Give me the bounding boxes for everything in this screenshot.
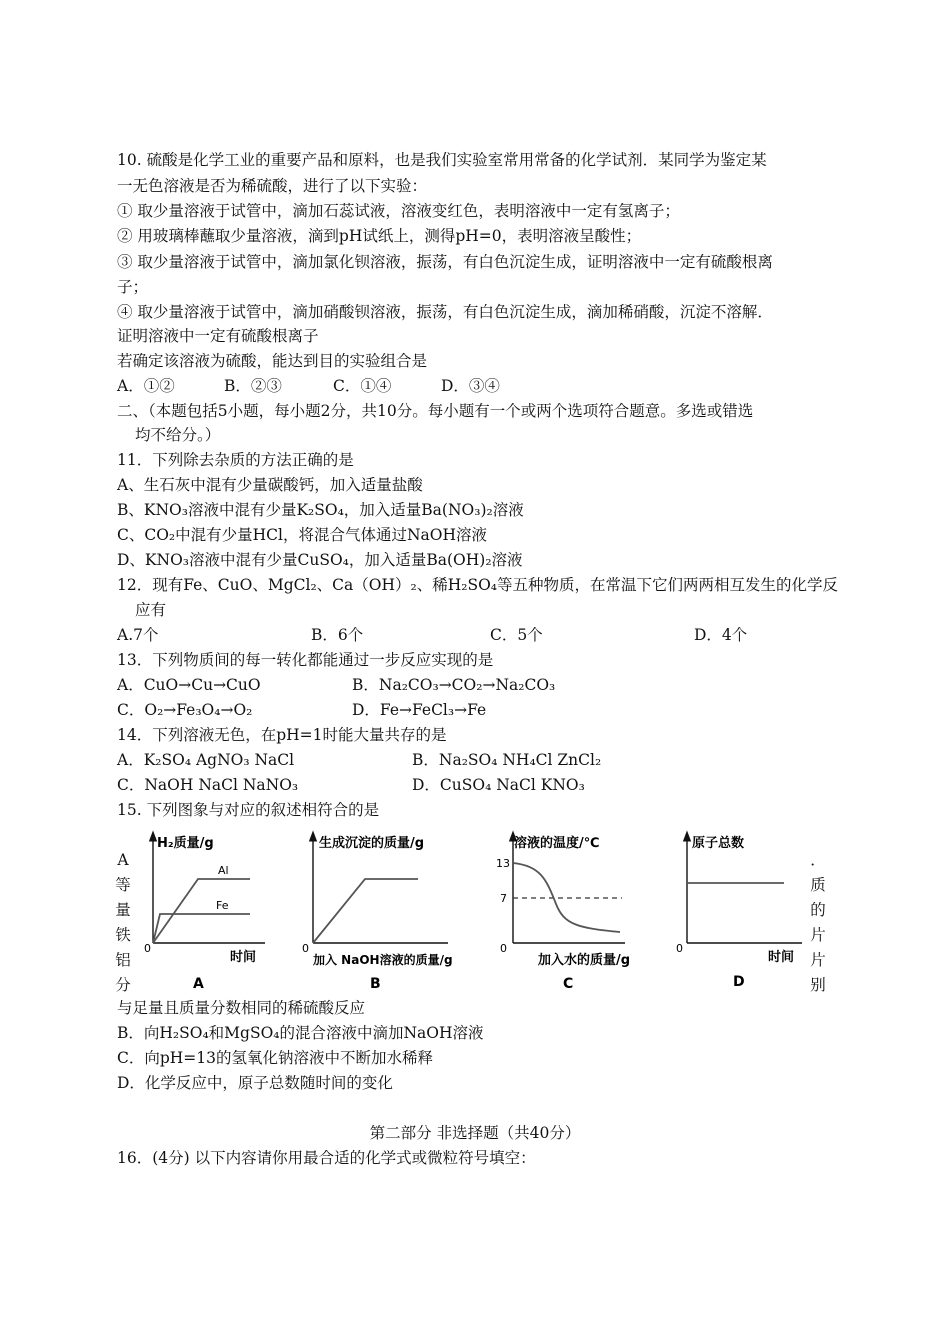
- q13-option-d: D．Fe→FeCl₃→Fe: [352, 701, 487, 719]
- q10-option-a: A．①②: [117, 377, 175, 395]
- graph-d-origin: 0: [676, 942, 683, 955]
- graph-b-tag: B: [370, 976, 381, 992]
- graph-a-ylabel: H₂质量/g: [157, 836, 214, 851]
- q10-step1: ① 取少量溶液于试管中，滴加石蕊试液，溶液变红色，表明溶液中一定有氢离子；: [117, 202, 680, 220]
- q13-option-b: B．Na₂CO₃→CO₂→Na₂CO₃: [352, 676, 556, 694]
- q14-option-d: D．CuSO₄ NaCl KNO₃: [412, 776, 585, 794]
- q10-option-c: C．①④: [333, 377, 392, 395]
- q15-right-char-2: 质: [810, 876, 826, 894]
- q14-stem: 14．下列溶液无色，在pH=1时能大量共存的是: [117, 726, 447, 744]
- q13-option-c: C．O₂→Fe₃O₄→O₂: [117, 701, 253, 719]
- graph-d: [672, 826, 812, 992]
- graph-a-fe-curve: [153, 914, 250, 943]
- q15-stem: 15. 下列图象与对应的叙述相符合的是: [117, 801, 380, 819]
- q11-option-c: C、CO₂中混有少量HCl，将混合气体通过NaOH溶液: [117, 526, 488, 544]
- q12-option-d: D．4个: [694, 626, 748, 644]
- section2-header-cont: 均不给分。）: [135, 426, 221, 444]
- q10-step4: ④ 取少量溶液于试管中，滴加硝酸钡溶液，振荡，有白色沉淀生成，滴加稀硝酸，沉淀不溶解．: [117, 303, 773, 321]
- graph-a-origin: 0: [144, 942, 151, 955]
- graph-c-ylabel: 溶液的温度/℃: [514, 836, 600, 851]
- q11-stem: 11．下列除去杂质的方法正确的是: [117, 451, 354, 469]
- part2-header: 第二部分 非选择题（共40分）: [369, 1124, 581, 1142]
- q15-left-char-6: 分: [115, 976, 131, 994]
- graph-a-fe-label: Fe: [216, 899, 229, 912]
- graph-a-al-label: Al: [218, 864, 229, 877]
- q10-step2: ② 用玻璃棒蘸取少量溶液，滴到pH试纸上，测得pH=0，表明溶液呈酸性；: [117, 227, 642, 245]
- q13-option-a: A．CuO→Cu→CuO: [117, 676, 261, 694]
- q11-option-d: D、KNO₃溶液中混有少量CuSO₄，加入适量Ba(OH)₂溶液: [117, 551, 523, 569]
- q15-left-char-3: 量: [115, 901, 131, 919]
- q10-option-b: B．②③: [224, 377, 282, 395]
- q12-stem-cont: 应有: [135, 601, 167, 619]
- q10-step3-cont: 子；: [117, 278, 149, 296]
- q10-step4-cont: 证明溶液中一定有硫酸根离子: [117, 327, 319, 345]
- graph-a-xlabel: 时间: [230, 950, 257, 965]
- q12-option-b: B．6个: [311, 626, 364, 644]
- q14-option-a: A．K₂SO₄ AgNO₃ NaCl: [117, 751, 295, 769]
- q15-right-char-6: 别: [810, 976, 826, 994]
- q10-line1: 10. 硫酸是化学工业的重要产品和原料，也是我们实验室常用常备的化学试剂．某同学为鉴定某: [117, 151, 767, 169]
- graph-a-tag: A: [193, 976, 204, 992]
- graph-d-tag: D: [733, 974, 745, 990]
- graph-a: [140, 826, 280, 992]
- q11-option-a: A、生石灰中混有少量碳酸钙，加入适量盐酸: [117, 476, 423, 494]
- graph-b-origin: 0: [302, 942, 309, 955]
- q13-stem: 13．下列物质间的每一转化都能通过一步反应实现的是: [117, 651, 494, 669]
- q12-option-a: A.7个: [117, 626, 159, 644]
- graph-c-tag: C: [563, 976, 574, 992]
- graph-b-ylabel: 生成沉淀的质量/g: [319, 836, 425, 851]
- q12-stem: 12．现有Fe、CuO、MgCl₂、Ca（OH）₂、稀H₂SO₄等五种物质，在常温下它们两两相互发生的化学反: [117, 576, 838, 594]
- graph-c-y13: 13: [496, 857, 510, 870]
- q15-option-c: C．向pH=13的氢氧化钠溶液中不断加水稀释: [117, 1049, 434, 1067]
- q14-option-b: B．Na₂SO₄ NH₄Cl ZnCl₂: [412, 751, 602, 769]
- q16-stem: 16．(4分) 以下内容请你用最合适的化学式或微粒符号填空：: [117, 1149, 536, 1167]
- q10-ask: 若确定该溶液为硫酸，能达到目的实验组合是: [117, 352, 428, 370]
- q11-option-b: B、KNO₃溶液中混有少量K₂SO₄，加入适量Ba(NO₃)₂溶液: [117, 501, 524, 519]
- q15-left-char-2: 等: [115, 876, 131, 894]
- q10-option-d: D．③④: [441, 377, 500, 395]
- q15-right-char-4: 片: [810, 926, 826, 944]
- q15-left-char-5: 铝: [115, 951, 131, 969]
- graph-d-xlabel: 时间: [768, 950, 795, 965]
- graph-d-ylabel: 原子总数: [692, 836, 745, 851]
- graph-b: [300, 826, 470, 992]
- graph-c: [490, 826, 650, 992]
- q15-option-b: B．向H₂SO₄和MgSO₄的混合溶液中滴加NaOH溶液: [117, 1024, 484, 1042]
- q15-left-char-1: A: [117, 851, 129, 869]
- section2-header: 二、（本题包括5小题，每小题2分，共10分。每小题有一个或两个选项符合题意。多选或错选: [117, 402, 754, 420]
- graph-b-xlabel: 加入 NaOH溶液的质量/g: [313, 953, 453, 967]
- q15-right-char-3: 的: [810, 901, 826, 919]
- q15-option-d: D．化学反应中，原子总数随时间的变化: [117, 1074, 393, 1092]
- q14-option-c: C．NaOH NaCl NaNO₃: [117, 776, 299, 794]
- graph-c-y7: 7: [500, 892, 507, 905]
- graph-c-origin: 0: [500, 942, 507, 955]
- q15-left-char-4: 铁: [115, 926, 131, 944]
- q10-line2: 一无色溶液是否为稀硫酸，进行了以下实验：: [117, 177, 428, 195]
- q12-option-c: C．5个: [490, 626, 543, 644]
- q10-step3: ③ 取少量溶液于试管中，滴加氯化钡溶液，振荡，有白色沉淀生成，证明溶液中一定有硫酸根离: [117, 253, 773, 271]
- q15-right-char-1: ．: [810, 851, 826, 869]
- graph-b-curve: [313, 879, 418, 943]
- graph-c-xlabel: 加入水的质量/g: [538, 953, 631, 968]
- graph-a-al-curve: [153, 879, 250, 943]
- q15-right-char-5: 片: [810, 951, 826, 969]
- q15-option-a-cont: 与足量且质量分数相同的稀硫酸反应: [117, 999, 366, 1017]
